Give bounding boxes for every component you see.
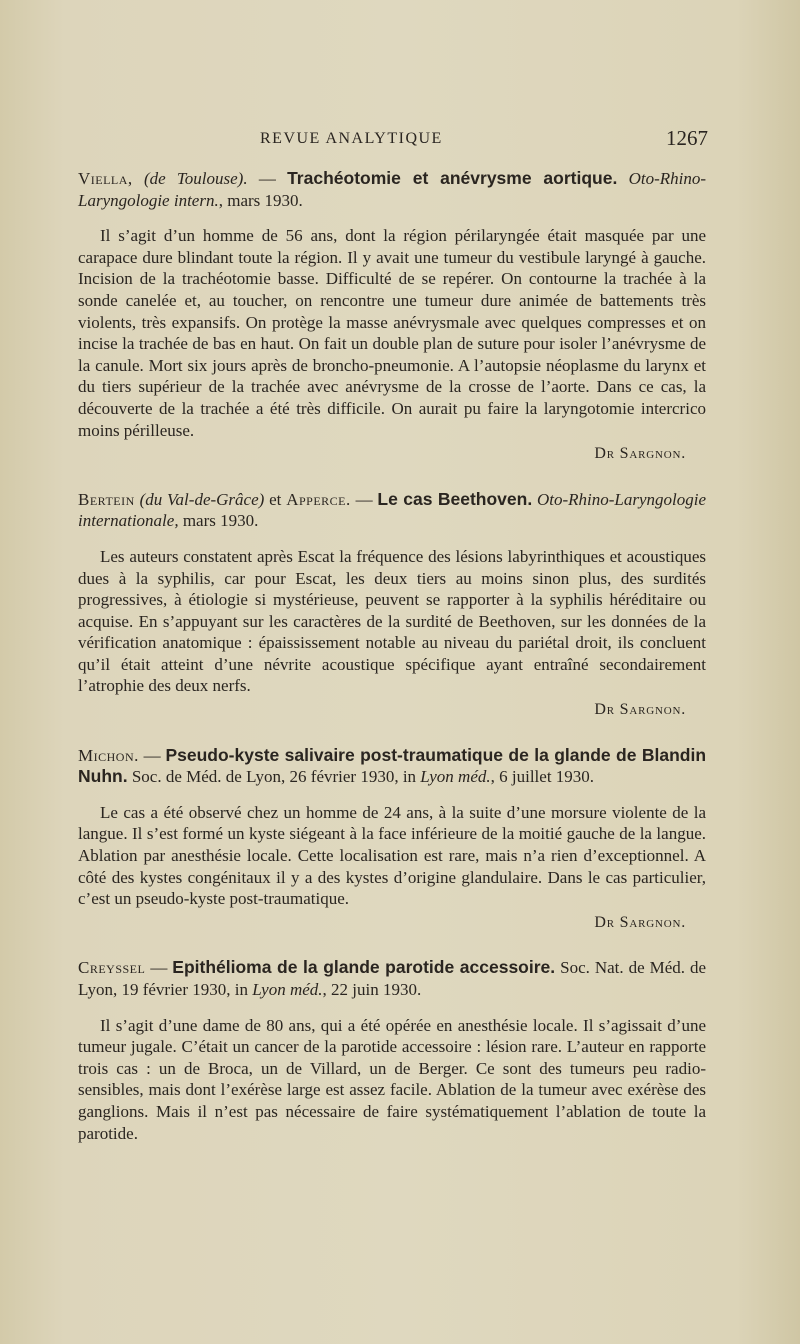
entry-reference <box>78 745 706 788</box>
entry-author: Michon. <box>78 745 139 765</box>
entry-journal: Oto-Rhino-Laryngologie intern. <box>78 169 707 210</box>
entry-signature: Dr Sargnon. <box>594 445 686 463</box>
abstract-entry-bertein <box>78 489 706 721</box>
entry-body: Le cas a été observé chez un homme de 24 ans, à la suite d’une morsure violente de la langue. Il s’est formé un kyste siégeant à la face inférieure de la moitié gauche de la langue. Ablation par anesthésie locale. Cette localisation est rare, mais n’a rien d’exceptionnel. A côté des kystes congénitaux il y a des kystes d’origine glandulaire. Dans le cas particulier, c’est un pseudo-kyste post-traumatique. <box>78 802 706 909</box>
entry-body: Les auteurs constatent après Escat la fréquence des lésions labyrinthiques et acoustiques dues à la syphilis, car pour Escat, les deux tiers au moins sinon plus, des surdités progressives, à étiologie si mystérieuse, peuvent se rapporter à la syphilis héréditaire ou acquise. En s’appuyant sur les caractères de la surdité de Beethoven, sur les données de la vérification anatomique : épaississement notable au niveau du pariétal droit, ils concluent qu’il était atteint d’une névrite acoustique spécifique ayant entraîné secondairement l’atrophie des deux nerfs. <box>78 546 706 696</box>
abstract-entry-michon <box>78 745 706 934</box>
abstract-entry-viella <box>78 168 706 465</box>
entry-reference <box>78 489 706 532</box>
entry-source: Soc. Nat. de Méd. de Lyon, 19 février 1930, in <box>78 958 707 999</box>
entry-journal: Lyon méd. <box>420 767 491 787</box>
entry-signature: Dr Sargnon. <box>594 913 686 931</box>
entry-journal: Oto-Rhino-Laryngologie internationale, <box>78 489 707 531</box>
entry-reference <box>78 957 706 1000</box>
entry-coauthor: Apperce. <box>286 489 351 509</box>
entry-journal: Lyon méd. <box>252 980 323 999</box>
entry-reference <box>78 168 706 211</box>
entry-affiliation: (du Val-de-Grâce) <box>139 489 265 509</box>
page-number: 1267 <box>666 126 708 150</box>
page-header <box>80 126 708 156</box>
entry-coauthor-joiner: et <box>269 489 282 509</box>
entry-source: Soc. de Méd. de Lyon, 26 février 1930, in <box>131 767 417 787</box>
running-title: REVUE ANALYTIQUE <box>260 130 443 147</box>
entry-title: Pseudo-kyste salivaire post-traumatique de la glande de Blandin Nuhn. <box>78 744 707 787</box>
entry-body: Il s’agit d’une dame de 80 ans, qui a été opérée en anesthésie locale. Il s’agissait d’une tumeur jugale. C’était un cancer de la parotide accessoire : lésion rare. L’auteur en rapporte trois cas : un de Broca, un de Villard, un de Berger. Ce sont des tumeurs peu radio-sensibles, mais dont l’exérèse large est assez facile. Ablation de la tumeur avec exérèse des ganglions. Mais il n’est pas nécessaire de faire systématiquement l’ablation de toute la parotide. <box>78 1015 706 1143</box>
entry-title: Epithélioma de la glande parotide accessoire. <box>172 957 556 978</box>
entry-signature: Dr Sargnon. <box>594 701 686 719</box>
entry-separator: — <box>258 169 276 188</box>
entry-title: Le cas Beethoven. <box>377 488 533 509</box>
entry-body: Il s’agit d’un homme de 56 ans, dont la région périlaryngée était masquée par une carapace dure blindant toute la région. Il y avait une tumeur du vestibule laryngé à gauche. Incision de la trachéotomie basse. Difficulté de se repérer. On contourne la trachée à la sonde canelée et, au toucher, on rencontre une tumeur dure animée de battements très violents, très expansifs. On protège la masse anévrysmale avec quelques compresses et on incise la trachée de bas en haut. On fait un double plan de suture pour isoler l’anévrysme de la canule. Mort six jours après de broncho-pneumonie. A l’autopsie néoplasme du larynx et du tiers supérieur de la trachée avec anévrysme de la crosse de l’aorte. Dans ce cas, la découverte de la trachée a été très difficile. On aurait pu faire la laryngotomie intercrico moins périlleuse. <box>78 226 706 440</box>
entry-separator: — <box>150 958 168 978</box>
entry-title: Trachéotomie et anévrysme aortique. <box>287 168 618 188</box>
entry-separator: — <box>355 489 373 509</box>
entry-date: , 22 juin 1930. <box>322 980 422 999</box>
entry-date: mars 1930. <box>178 511 259 531</box>
page-content <box>78 168 706 1168</box>
entry-separator: — <box>143 745 161 765</box>
entry-affiliation: (de Toulouse). <box>143 169 248 188</box>
entry-author: Creyssel <box>78 958 146 978</box>
abstract-entry-creyssel <box>78 957 706 1144</box>
entry-date: , mars 1930. <box>218 190 303 210</box>
entry-date: , 6 juillet 1930. <box>490 767 595 787</box>
entry-author: Bertein <box>78 489 135 509</box>
entry-author: Viella, <box>78 169 133 188</box>
